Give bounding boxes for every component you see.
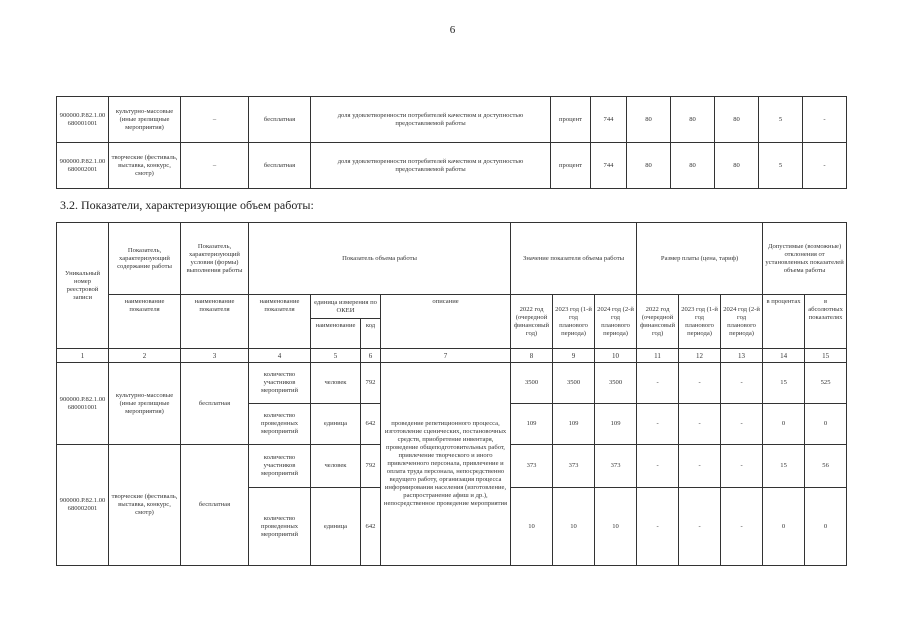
value-2022: 80 bbox=[627, 97, 671, 143]
work-content: творческие (фестиваль, выставка, конкурс, смотр) bbox=[109, 143, 181, 189]
header-name-indicator: наименование показателя bbox=[249, 295, 311, 349]
table-row bbox=[57, 363, 847, 404]
column-number: 15 bbox=[805, 349, 847, 363]
deviation-absolute: - bbox=[803, 97, 847, 143]
registry-code: 900000.Р.82.1.00 680001001 bbox=[57, 363, 109, 445]
quality-indicators-table bbox=[56, 96, 847, 189]
header-year-2023: 2023 год (1-й год планового периода) bbox=[553, 295, 595, 349]
deviation-absolute: 0 bbox=[805, 488, 847, 566]
price-2024: - bbox=[721, 363, 763, 404]
value-2023: 3500 bbox=[553, 363, 595, 404]
header-price-2023: 2023 год (1-й год планового периода) bbox=[679, 295, 721, 349]
unit-name: единица bbox=[311, 404, 361, 445]
header-name-indicator: наименование показателя bbox=[181, 295, 249, 349]
price-2022: - bbox=[637, 445, 679, 488]
deviation-absolute: - bbox=[803, 143, 847, 189]
value-2024: 80 bbox=[715, 143, 759, 189]
work-content: культурно-массовые (иные зрелищные мероприятия) bbox=[109, 97, 181, 143]
header-price-2024: 2024 год (2-й год планового периода) bbox=[721, 295, 763, 349]
column-number: 5 bbox=[311, 349, 361, 363]
header-name-indicator: наименование показателя bbox=[109, 295, 181, 349]
volume-indicators-table bbox=[56, 222, 847, 566]
work-condition: – bbox=[181, 97, 249, 143]
column-number: 1 bbox=[57, 349, 109, 363]
header-in-percent: в процентах bbox=[763, 295, 805, 349]
deviation-percent: 5 bbox=[759, 97, 803, 143]
unit-name: процент bbox=[551, 97, 591, 143]
value-2022: 80 bbox=[627, 143, 671, 189]
value-2022: 3500 bbox=[511, 363, 553, 404]
header-in-absolute: в абсолютных показателях bbox=[805, 295, 847, 349]
header-unit-name: наименование bbox=[311, 319, 361, 349]
price-2022: - bbox=[637, 363, 679, 404]
column-number: 10 bbox=[595, 349, 637, 363]
column-number: 3 bbox=[181, 349, 249, 363]
column-number: 9 bbox=[553, 349, 595, 363]
value-2022: 109 bbox=[511, 404, 553, 445]
indicator-name: количество проведенных мероприятий bbox=[249, 404, 311, 445]
header-year-2022: 2022 год (очередной финансовый год) bbox=[511, 295, 553, 349]
work-condition: бесплатная bbox=[181, 363, 249, 445]
value-2023: 80 bbox=[671, 97, 715, 143]
unit-name: процент bbox=[551, 143, 591, 189]
price-2023: - bbox=[679, 445, 721, 488]
column-number: 13 bbox=[721, 349, 763, 363]
value-2023: 10 bbox=[553, 488, 595, 566]
deviation-absolute: 56 bbox=[805, 445, 847, 488]
value-2023: 80 bbox=[671, 143, 715, 189]
section-heading: 3.2. Показатели, характеризующие объем работы: bbox=[60, 198, 314, 212]
header-row bbox=[57, 295, 847, 319]
price-2022: - bbox=[637, 404, 679, 445]
unit-name: единица bbox=[311, 488, 361, 566]
column-number: 4 bbox=[249, 349, 311, 363]
value-2022: 10 bbox=[511, 488, 553, 566]
price-2023: - bbox=[679, 488, 721, 566]
indicator-name: количество проведенных мероприятий bbox=[249, 488, 311, 566]
column-number: 2 bbox=[109, 349, 181, 363]
value-2024: 80 bbox=[715, 97, 759, 143]
header-unit-okei: единица измерения по ОКЕИ bbox=[311, 295, 381, 319]
price-2023: - bbox=[679, 404, 721, 445]
column-number: 7 bbox=[381, 349, 511, 363]
registry-code: 900000.Р.82.1.00 680001001 bbox=[57, 97, 109, 143]
work-content: культурно-массовые (иные зрелищные мероприятия) bbox=[109, 363, 181, 445]
okei-code: 792 bbox=[361, 445, 381, 488]
value-2024: 373 bbox=[595, 445, 637, 488]
unit-name: человек bbox=[311, 445, 361, 488]
deviation-percent: 0 bbox=[763, 488, 805, 566]
table-row bbox=[57, 97, 847, 143]
work-condition: – bbox=[181, 143, 249, 189]
work-condition: бесплатная bbox=[181, 445, 249, 566]
column-number: 6 bbox=[361, 349, 381, 363]
registry-code: 900000.Р.82.1.00 680002001 bbox=[57, 445, 109, 566]
header-conditions: Показатель, характеризующий условия (формы) выполнения работы bbox=[181, 223, 249, 295]
unit-name: человек bbox=[311, 363, 361, 404]
header-year-2024: 2024 год (2-й год планового периода) bbox=[595, 295, 637, 349]
okei-code: 744 bbox=[591, 97, 627, 143]
work-content: творческие (фестиваль, выставка, конкурс, смотр) bbox=[109, 445, 181, 566]
price-2023: - bbox=[679, 363, 721, 404]
header-description: описание bbox=[381, 295, 511, 349]
header-deviation: Допустимые (возможные) отклонения от установленных показателей объема работы bbox=[763, 223, 847, 295]
okei-code: 642 bbox=[361, 488, 381, 566]
column-numbers-row bbox=[57, 349, 847, 363]
okei-code: 744 bbox=[591, 143, 627, 189]
deviation-percent: 15 bbox=[763, 445, 805, 488]
value-2022: 373 bbox=[511, 445, 553, 488]
column-number: 8 bbox=[511, 349, 553, 363]
column-number: 11 bbox=[637, 349, 679, 363]
indicator-name: доля удовлетворенности потребителей качеством и доступностью предоставляемой работы bbox=[311, 97, 551, 143]
deviation-percent: 5 bbox=[759, 143, 803, 189]
header-price: Размер платы (цена, тариф) bbox=[637, 223, 763, 295]
indicator-name: количество участников мероприятий bbox=[249, 445, 311, 488]
table-row bbox=[57, 143, 847, 189]
price-2024: - bbox=[721, 488, 763, 566]
value-2024: 3500 bbox=[595, 363, 637, 404]
column-number: 12 bbox=[679, 349, 721, 363]
deviation-absolute: 0 bbox=[805, 404, 847, 445]
price-2024: - bbox=[721, 445, 763, 488]
okei-code: 642 bbox=[361, 404, 381, 445]
header-content: Показатель, характеризующий содержание работы bbox=[109, 223, 181, 295]
column-number: 14 bbox=[763, 349, 805, 363]
payment-type: бесплатная bbox=[249, 97, 311, 143]
deviation-absolute: 525 bbox=[805, 363, 847, 404]
value-2023: 373 bbox=[553, 445, 595, 488]
price-2024: - bbox=[721, 404, 763, 445]
deviation-percent: 0 bbox=[763, 404, 805, 445]
header-volume-value: Значение показателя объема работы bbox=[511, 223, 637, 295]
value-2024: 10 bbox=[595, 488, 637, 566]
indicator-name: количество участников мероприятий bbox=[249, 363, 311, 404]
page-number: 6 bbox=[449, 24, 456, 36]
header-volume-indicator: Показатель объема работы bbox=[249, 223, 511, 295]
header-price-2022: 2022 год (очередной финансовый год) bbox=[637, 295, 679, 349]
payment-type: бесплатная bbox=[249, 143, 311, 189]
price-2022: - bbox=[637, 488, 679, 566]
header-unit-code: код bbox=[361, 319, 381, 349]
header-unique-number: Уникальный номер реестровой записи bbox=[57, 223, 109, 349]
registry-code: 900000.Р.82.1.00 680002001 bbox=[57, 143, 109, 189]
value-2023: 109 bbox=[553, 404, 595, 445]
indicator-name: доля удовлетворенности потребителей качеством и доступностью предоставляемой работы bbox=[311, 143, 551, 189]
okei-code: 792 bbox=[361, 363, 381, 404]
deviation-percent: 15 bbox=[763, 363, 805, 404]
header-row bbox=[57, 223, 847, 295]
value-2024: 109 bbox=[595, 404, 637, 445]
work-description: проведение репетиционного процесса, изготовление сценических, постановочных средств, приобретение инвентаря, проведение общеподготовительных работ, привлечение творческого и иного привлеченного персонала, привлечение и оплата труда персонала, непосредственно ведущего работу, организация процесса информирования населения (изготовление, распространение афиш и др.), непосредственное проведение мероприятия bbox=[381, 363, 511, 566]
